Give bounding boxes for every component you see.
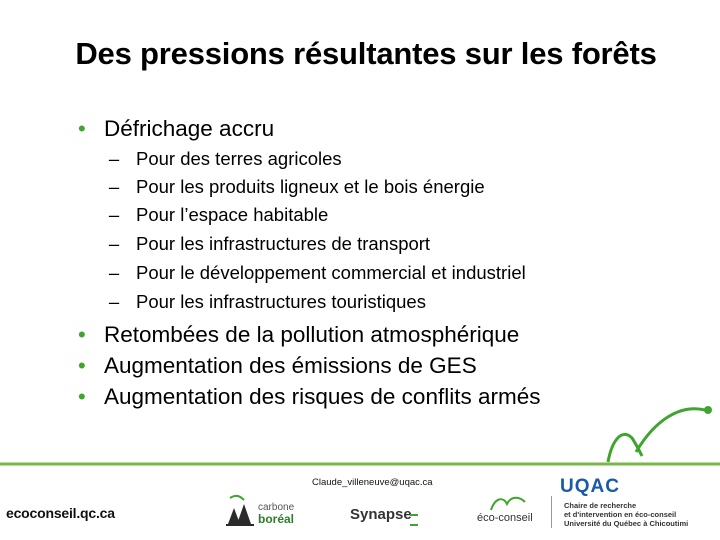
sub-marker: – [108,176,120,197]
boreal-label: boréal [258,512,295,526]
sub-item [108,288,426,316]
sub-item [108,173,485,201]
bullet-text: Défrichage accru [104,116,275,141]
bullet-item [78,382,541,411]
uqac-logo [558,476,718,532]
eco-conseil-label: éco-conseil [477,512,533,524]
logo-divider [551,496,552,528]
synapse-label: Synapse [350,506,412,523]
arc-dot [704,406,712,414]
sub-text: Pour l’espace habitable [136,204,329,225]
bullet-item [78,351,477,380]
synapse-logo [350,506,420,532]
sub-text: Pour les infrastructures touristiques [136,291,426,312]
ecoconseil-site-logo: ecoconseil.qc.ca [6,505,115,521]
bullet-item [78,320,520,349]
tree-icon [226,494,256,528]
eco-arc-icon [489,494,529,512]
sub-item [108,145,342,173]
sub-marker: – [108,204,120,225]
carbone-boreal-logo [226,494,298,530]
bullet-text: Retombées de la pollution atmosphérique [104,322,520,347]
slide-title: Des pressions résultantes sur les forêts [75,36,657,71]
sub-text: Pour des terres agricoles [136,148,342,169]
uqac-text-line: et d'intervention en éco-conseil [564,510,677,519]
uqac-text-line: Chaire de recherche [564,501,637,510]
sub-text: Pour le développement commercial et industriel [136,262,526,283]
sub-marker: – [108,262,120,283]
carbone-label: carbone [258,502,295,513]
uqac-label: UQAC [560,476,620,497]
sub-text: Pour les produits ligneux et le bois énergie [136,176,485,197]
sub-marker: – [108,233,120,254]
sub-text: Pour les infrastructures de transport [136,233,431,254]
uqac-text-line: Université du Québec à Chicoutimi [564,519,689,528]
bullet-marker: • [78,384,86,409]
sub-item [108,201,329,229]
contact-email[interactable]: Claude_villeneuve@uqac.ca [312,477,433,488]
sub-marker: – [108,148,120,169]
sub-item [108,259,526,287]
arc-large [636,409,705,452]
bullet-marker: • [78,116,86,141]
bullet-marker: • [78,353,86,378]
eco-conseil-logo [475,494,545,528]
bullet-text: Augmentation des risques de conflits armés [104,384,541,409]
bullet-item [78,114,275,143]
bullet-marker: • [78,322,86,347]
sub-item [108,230,431,258]
synapse-bars-icon [410,514,418,526]
bullet-text: Augmentation des émissions de GES [104,353,477,378]
sub-marker: – [108,291,120,312]
